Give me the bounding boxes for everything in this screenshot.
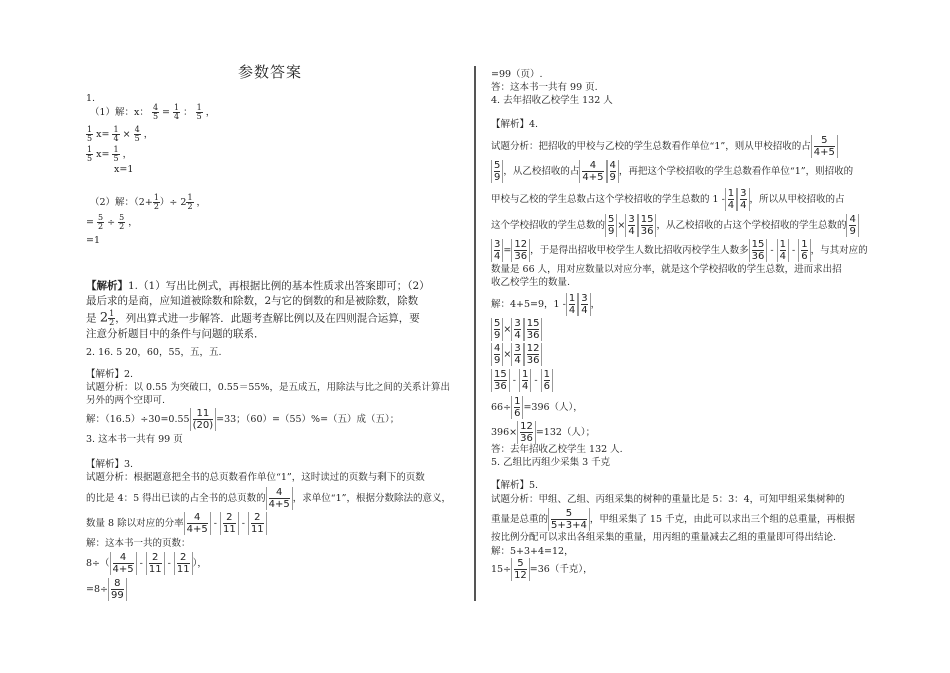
- r-line-b: 答：这本书一共有 99 页.: [491, 82, 598, 93]
- fraction-box: $\frac{4}{4+5}$: [110, 552, 137, 575]
- fraction-box: $\frac{2}{11}$: [220, 512, 239, 535]
- analysis4-line4: 这个学校招收的学生总数的 $\frac{5}{9}$ × $\frac{3}{4}$ $\frac{15}{36}$ ，从乙校招收的占这个学校招收的学生总数的 $\frac{4}{9}$: [491, 214, 859, 237]
- fraction: $\frac{1}{2}$: [153, 193, 159, 211]
- fraction-box: $\frac{2}{11}$: [146, 552, 165, 575]
- q1-eq2: $\frac{1}{5}$ x= $\frac{1}{4}$ × $\frac{4}{5}$ ，: [87, 125, 154, 143]
- fraction-box: $\frac{5}{9}$: [491, 160, 503, 183]
- analysis3-line5: 8÷（ $\frac{4}{4+5}$ - $\frac{2}{11}$ - $\frac{2}{11}$ ），: [86, 552, 207, 575]
- analysis1-line3: 是 2 $\frac{1}{2}$ ，列出算式进一步解答．此题考查解比例以及在四则混合运算，要: [86, 309, 420, 327]
- q1-eq3: $\frac{1}{5}$ x= $\frac{1}{5}$ ，: [87, 145, 133, 163]
- analysis3-line1: 试题分析：根据题意把全书的总页数看作单位“1”，这时读过的页数与剩下的页数: [86, 472, 425, 483]
- q1-number: 1.: [86, 93, 96, 104]
- analysis4-calc5: 396× $\frac{12}{36}$ =132（人）；: [491, 421, 596, 444]
- fraction-box: $\frac{2}{11}$: [174, 552, 193, 575]
- fraction-box: $\frac{4}{9}$: [491, 343, 503, 366]
- fraction-box: $\frac{1}{6}$: [798, 239, 810, 262]
- analysis4-line3: 甲校与乙校的学生总数占这个学校招收的学生总数的 1 - $\frac{1}{4}$ $\frac{3}{4}$ ，所以从甲校招收的占: [491, 188, 845, 211]
- fraction-box: $\frac{8}{99}$: [108, 578, 127, 601]
- analysis1-line4: 注意分析题目中的条件与问题的联系．: [86, 328, 265, 340]
- fraction-box: $\frac{1}{4}$: [777, 239, 789, 262]
- analysis3-line4: 解：这本书一共的页数：: [86, 538, 191, 549]
- fraction-box: $\frac{1}{6}$: [511, 396, 523, 419]
- q1-eq1: （1）解：x： $\frac{4}{5}$ = $\frac{1}{4}$ ： $\frac{1}{5}$ ，: [90, 103, 216, 121]
- fraction-box: $\frac{3}{4}$: [491, 239, 503, 262]
- analysis2-line1: 试题分析：以 0.55 为突破口，0.55＝55%，是五成五，用除法与比之间的关系计算出: [86, 382, 450, 393]
- fraction-box: $\frac{5}{12}$: [511, 558, 530, 581]
- fraction-box: $\frac{2}{11}$: [248, 512, 267, 535]
- analysis5-line5: 15÷ $\frac{5}{12}$ =36（千克），: [491, 558, 593, 581]
- column-divider: [474, 66, 476, 601]
- fraction-box: $\frac{12}{36}$: [517, 421, 536, 444]
- fraction: $\frac{1}{2}$: [187, 193, 193, 211]
- q1-result: =1: [86, 235, 101, 246]
- q1-part2: （2）解：（2+ $\frac{1}{2}$ ）÷ 2 $\frac{1}{2}$ ，: [90, 193, 207, 211]
- analysis2-line2: 另外的两个空即可.: [86, 395, 166, 406]
- analysis4-line5: $\frac{3}{4}$ = $\frac{12}{36}$ ，于是得出招收甲校学生人数比招收丙校学生人数多 $\frac{15}{36}$ - $\frac{1}{4}$ - $\frac{1}{6}$ ，与其对应的: [491, 239, 868, 262]
- analysis4-calc4: 66÷ $\frac{1}{6}$ =396（人），: [491, 396, 583, 419]
- fraction-box: $\frac{5}{5+3+4}$: [548, 508, 590, 531]
- q5-answer: 5. 乙组比丙组少采集 3 千克: [491, 457, 611, 468]
- fraction-box: $\frac{15}{36}$: [491, 369, 510, 392]
- fraction: $\frac{1}{2}$: [109, 309, 115, 327]
- q4-answer: 4. 去年招收乙校学生 132 人: [491, 95, 613, 106]
- analysis4-label: 【解析】4.: [491, 119, 539, 130]
- fraction-box: $\frac{1}{4}$: [566, 293, 578, 316]
- analysis4-line8: 解：4+5=9，1 - $\frac{1}{4}$ $\frac{3}{4}$ ，: [491, 293, 601, 316]
- page-title: 参数答案: [238, 63, 303, 81]
- analysis3-line2: 的比是 4：5 得出已读的占全书的总页数的 $\frac{4}{4+5}$ ，求单位“1”，根据分数除法的意义，: [86, 487, 452, 510]
- analysis4-answer: 答：去年招收乙校学生 132 人.: [491, 444, 623, 455]
- fraction: $\frac{4}{5}$: [134, 125, 140, 143]
- fraction: $\frac{1}{5}$: [87, 125, 93, 143]
- fraction-box: $\frac{1}{4}$: [519, 369, 531, 392]
- analysis2-line3: 解：（16.5）÷30=0.55 $\frac{11}{(20)}$ =33；（60）=（55）%=（五）成（五）；: [86, 408, 400, 431]
- analysis5-label: 【解析】5.: [491, 480, 539, 491]
- analysis4-line7: 收乙校学生的数量.: [491, 277, 571, 288]
- analysis3-line6: =8÷ $\frac{8}{99}$: [86, 578, 127, 601]
- fraction-box: $\frac{3}{4}$: [511, 318, 523, 341]
- fraction-box: $\frac{1}{4}$: [725, 188, 737, 211]
- fraction-box: $\frac{12}{36}$: [511, 239, 530, 262]
- fraction-box: $\frac{12}{36}$: [524, 343, 543, 366]
- fraction-box: $\frac{3}{4}$: [737, 188, 749, 211]
- fraction-box: $\frac{4}{4+5}$: [184, 512, 211, 535]
- analysis4-calc1: $\frac{5}{9}$ × $\frac{3}{4}$ $\frac{15}{36}$: [491, 318, 542, 341]
- fraction-box: $\frac{4}{4+5}$: [266, 487, 293, 510]
- fraction-box: $\frac{1}{6}$: [541, 369, 553, 392]
- analysis5-line3: 按比例分配可以求出各组采集的重量，用丙组的重量减去乙组的重量即可得出结论.: [491, 532, 837, 543]
- analysis5-line2: 重量是总重的 $\frac{5}{5+3+4}$ ，甲组采集了 15 千克，由此可以求出三个组的总重量，再根据: [491, 508, 856, 531]
- q3-answer: 3. 这本书一共有 99 页: [86, 434, 183, 445]
- q1-x: x=1: [114, 164, 134, 175]
- fraction: $\frac{1}{4}$: [113, 125, 119, 143]
- r-line-a: =99（页）.: [491, 69, 543, 80]
- fraction-box: $\frac{4}{4+5}$: [579, 160, 606, 183]
- fraction-box: $\frac{5}{9}$: [605, 214, 617, 237]
- q1-part2-line2: = $\frac{5}{2}$ ÷ $\frac{5}{2}$ ，: [86, 213, 138, 231]
- analysis4-line6: 数量是 66 人，用对应数量以对应分率，就是这个学校招收的学生总数，进而求出招: [491, 264, 842, 275]
- fraction: $\frac{1}{5}$: [113, 145, 119, 163]
- analysis1-line2: 最后求的是商，应知道被除数和除数，2与它的倒数的和是被除数，除数: [86, 295, 419, 307]
- fraction-box: $\frac{5}{4+5}$: [811, 135, 838, 158]
- fraction-box: $\frac{4}{9}$: [846, 214, 858, 237]
- fraction-box: $\frac{15}{36}$: [638, 214, 657, 237]
- fraction-box: $\frac{3}{4}$: [625, 214, 637, 237]
- fraction-box: $\frac{11}{(20)}$: [190, 408, 217, 431]
- fraction-box: $\frac{15}{36}$: [524, 318, 543, 341]
- fraction-box: $\frac{3}{4}$: [578, 293, 590, 316]
- q2-answer: 2. 16. 5 20，60，55，五，五.: [86, 347, 222, 358]
- analysis5-line1: 试题分析：甲组、乙组、丙组采集的树种的重量比是 5：3：4，可知甲组采集树种的: [491, 494, 845, 505]
- fraction: $\frac{1}{4}$: [174, 103, 180, 121]
- analysis4-line2: $\frac{5}{9}$ ，从乙校招收的占 $\frac{4}{4+5}$ $\frac{4}{9}$ ，再把这个学校招收的学生总数看作单位“1”，则招收的: [491, 160, 853, 183]
- analysis4-calc2: $\frac{4}{9}$ × $\frac{3}{4}$ $\frac{12}{36}$: [491, 343, 542, 366]
- fraction: $\frac{5}{2}$: [119, 213, 125, 231]
- analysis5-line4: 解：5+3+4=12，: [491, 546, 574, 557]
- analysis1-line1: 【解析】1.（1）写出比例式，再根据比例的基本性质求出答案即可；（2）: [86, 280, 430, 292]
- analysis4-calc3: $\frac{15}{36}$ - $\frac{1}{4}$ - $\frac{1}{6}$: [491, 369, 553, 392]
- fraction-box: $\frac{5}{9}$: [491, 318, 503, 341]
- analysis4-line1: 试题分析：把招收的甲校与乙校的学生总数看作单位“1”，则从甲校招收的占 $\frac{5}{4+5}$: [491, 135, 838, 158]
- fraction: $\frac{1}{5}$: [87, 145, 93, 163]
- fraction-box: $\frac{4}{9}$: [607, 160, 619, 183]
- fraction: $\frac{5}{2}$: [98, 213, 104, 231]
- fraction: $\frac{4}{5}$: [152, 103, 159, 121]
- analysis2-label: 【解析】2.: [86, 369, 134, 380]
- fraction-box: $\frac{3}{4}$: [511, 343, 523, 366]
- fraction-box: $\frac{15}{36}$: [749, 239, 768, 262]
- fraction: $\frac{1}{5}$: [196, 103, 202, 121]
- analysis3-label: 【解析】3.: [86, 459, 134, 470]
- analysis3-line3: 数量 8 除以对应的分率 $\frac{4}{4+5}$ - $\frac{2}{11}$ - $\frac{2}{11}$: [86, 512, 267, 535]
